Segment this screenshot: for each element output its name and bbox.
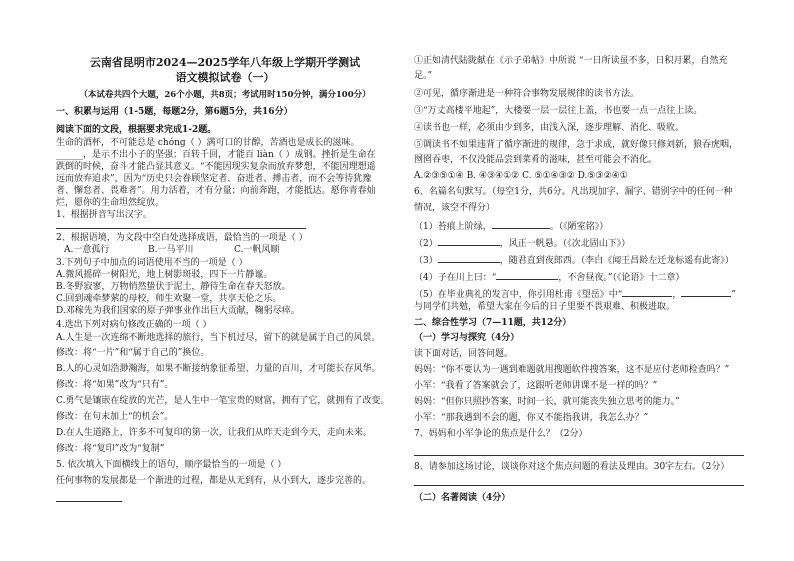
fill-blank[interactable] <box>622 287 672 297</box>
passage-line: 生命的酒杯，不可能总是 chóng（ ）满可口的甘醇，苦酒也是成长的滋味。 <box>56 138 360 148</box>
question-6-rule: 情况，该空不得分） <box>414 203 496 213</box>
passage-line: 烂，愿你的生命坦然绽放。 <box>56 198 165 208</box>
passage-line: 远而放弃追求”，因为“历史只会眷顾坚定者、奋进者、搏击者，而不会等待犹豫 <box>56 174 372 184</box>
q5-sentence: ⑤调读书不如果违背了循序渐进的规律，急于求成，就好像只修刘新，狼吞虎咽， <box>414 140 739 150</box>
q5-text: 任何事物的发展都是一个渐进的过程，都是从无到有，从小到大，逐步完善的。 <box>56 476 372 486</box>
question-5: 5. 依次填入下面横线上的语句，顺序最恰当的一项是（ ） <box>56 460 287 470</box>
fill-blank[interactable] <box>496 270 558 280</box>
q6-item-4: （4）子在川上曰：“ ，不舍昼夜。”（《论语》十二章） <box>414 270 684 284</box>
q6-item-2: （2） ，风正一帆悬。（《次北固山下》） <box>414 236 630 250</box>
dialog-line: 妈妈：“你不要认为一遇到难题就用搜题软件搜答案，这不是应付老师检查吗？” <box>414 365 730 375</box>
dialog-line: 小军：“那我遇到不会的题，你又不能指我讲，我怎么办？” <box>414 413 649 423</box>
question-1: 1、根据拼音写出汉字。 <box>56 210 152 220</box>
subsection-1-heading: （一）学习与探究（4分） <box>414 333 520 343</box>
q4-option-c-fix: 修改：在句末加上“的机会”。 <box>56 412 174 422</box>
reading-instruction: 阅读下面的文段，根据要求完成1-2题。 <box>56 125 217 135</box>
fill-blank[interactable] <box>492 219 550 229</box>
footnote-rule <box>56 501 122 502</box>
exam-title: 云南省昆明市2024—2025学年八年级上学期开学测试 <box>89 56 361 69</box>
q5-sentence: ①正如清代陆陇献在《示子弟帖》中所说 “一日所读虽不多，日积月累，自然充 <box>414 56 728 66</box>
q5-options: A.②③⑤①④ B. ④③④①② C. ⑤①④③② D.⑤③②④① <box>414 171 628 181</box>
subsection-2-heading: （二）名著阅读（4分） <box>414 493 511 503</box>
q3-option-c: C.回到魂牵梦萦的母校，师生欢聚一堂，共享天伦之乐。 <box>56 294 282 304</box>
dialog-line: 小军：“我看了答案就会了，这跟听老师讲课不是一样的吗？” <box>414 381 658 391</box>
section-1-heading: 一、积累与运用（1-5题，每题2分，第6题5分，共16分） <box>56 107 293 117</box>
q6-item-3: （3） ，随君直到夜郎西。（李白《闻王昌龄左迁龙标遥有此寄》） <box>414 253 734 267</box>
q4-option-d-fix: 修改：将“复印”改为“复制” <box>56 444 165 454</box>
q2-option-c: C.一帆风顺 <box>234 245 280 255</box>
question-2: 2、根据语境，为文段中空白处选择成语，最恰当的一项是（ ） <box>56 233 308 243</box>
dialog-intro: 读下面对话，回答问题。 <box>414 349 514 359</box>
q4-option-d: D.在人生道路上，许多不可复印的第一次，让我们从昨天走到今天，走向未来。 <box>56 428 372 438</box>
q4-option-a: A.人生是一次连绵不断地选择的旅行，当下机过尽，留下的就是属于自己的风景。 <box>56 333 381 343</box>
question-6: 6、名篇名句默写。（每空1分，共6分。凡出现加字、漏字、错别字中的任何一种 <box>414 187 733 197</box>
fill-blank[interactable] <box>438 236 500 246</box>
q3-option-d: D.邓稼先为我们国家的原子弹事业作出巨大贡献，鞠躬尽瘁。 <box>56 306 300 316</box>
q4-option-b: B.人的心灵如浩渺瀚海，如果不断接纳象征希望、力量的百川，才可能长存风华。 <box>56 364 381 374</box>
answer-line[interactable] <box>414 485 744 486</box>
answer-line[interactable] <box>414 455 744 456</box>
q6-item-5-cont: 与同学们共勉，希望大家在今后的日子里要不畏艰难、积极进取。 <box>414 302 676 312</box>
answer-line[interactable] <box>56 228 306 229</box>
q2-option-a: A.一意孤行 <box>64 245 110 255</box>
q4-option-b-fix: 修改：将“如果”改为“只有”。 <box>56 380 174 390</box>
passage-line: 者、懈怠者、畏难者”。用力活着，才有分量；向前奔跑，才能抵达。愿你青春灿 <box>56 186 376 196</box>
q5-sentence: 足。” <box>414 71 433 81</box>
q2-option-b: B.一马平川 <box>148 245 194 255</box>
section-2-heading: 二、综合性学习（7—11题，共12分） <box>414 318 572 328</box>
q3-option-a: A.微风摇碎一树阳光，地上树影斑驳，四下一片静谧。 <box>56 270 273 280</box>
q5-sentence: ④读书也一样，必须由少到多，由浅入深，逐步理解、消化、吸收。 <box>414 123 685 133</box>
passage-line: ______，是示不出小子的坚强；百转千回，才能百 liàn（ ）成钢。挫折是生命在 <box>56 150 376 160</box>
q5-sentence: ②可见，循序渐进是一种符合事物发展规律的读书方法。 <box>414 89 640 99</box>
exam-subtitle: 语文模拟试卷（一） <box>175 71 275 84</box>
fill-blank[interactable] <box>438 253 500 263</box>
q5-sentence: 囫囵吞枣，不仅没能品尝到菜肴的滋味，甚至可能会不消化。 <box>414 155 658 165</box>
question-8: 8、请参加这场讨论，谈谈你对这个焦点问题的看法及理由。30字左右。（2分） <box>414 462 730 472</box>
q6-item-5: （5）在毕业典礼的发言中，你引用杜甫《望岳》中“ ， ” <box>414 287 736 301</box>
q6-item-1: （1）苔痕上阶绿， 。（《陋室铭》） <box>414 219 608 233</box>
exam-note: （本试卷共四个大题，26个小题，共8页；考试用时150分钟，满分100分） <box>79 90 371 100</box>
dialog-line: 妈妈：“但你只照抄答案，时间一长，就可能丧失独立思考的能力。” <box>414 397 680 407</box>
passage-line: 跌倒的时候，奋斗才能凸显其意义。“不能因现实复杂而放弃梦想，不能因理想遥 <box>56 162 376 172</box>
q3-option-b: B.冬野寂寥，万物悄然蛰伏于泥土，静待生命在春天怒放。 <box>56 282 291 292</box>
q4-option-a-fix: 修改：将“一片”和“属于自己的”换位。 <box>56 348 210 358</box>
q5-sentence: ③“万丈高楼平地起”，大楼要一层一层往上盖，书也要一点一点往上读。 <box>414 106 703 116</box>
q4-option-c: C.勇气是镶嵌在绽放的光芒，是人生中一笔宝贵的财富，拥有了它，就拥有了改变。 <box>56 396 390 406</box>
question-4: 4.选出下列对病句修改正确的一项（ ） <box>56 320 212 330</box>
fill-blank[interactable] <box>681 287 731 297</box>
question-3: 3.下列句子中加点的词语使用不当的一项是（ ） <box>56 258 248 268</box>
question-7: 7、妈妈和小军争论的焦点是什么？（2分） <box>414 429 588 439</box>
